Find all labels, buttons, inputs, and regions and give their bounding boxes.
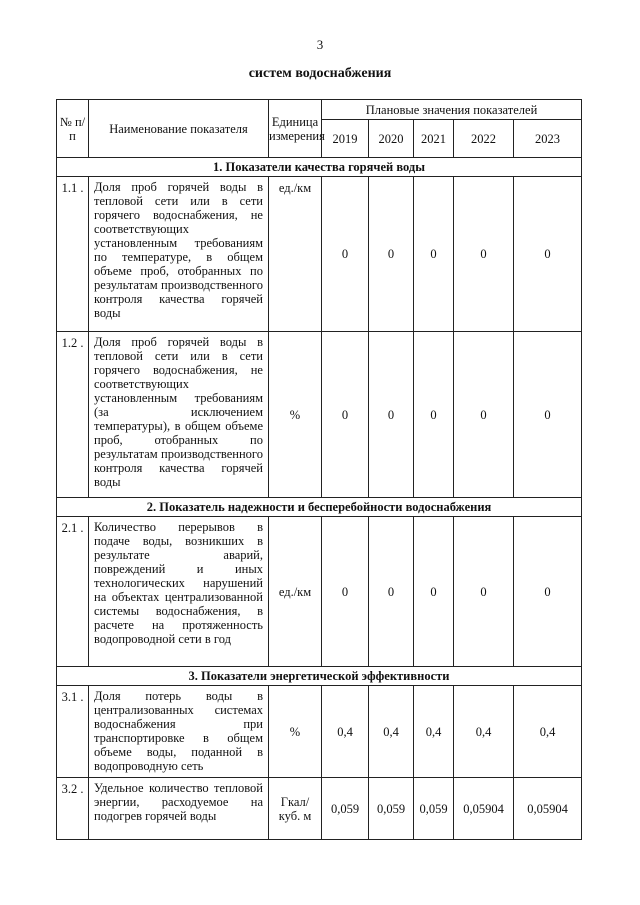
indicator-unit: ед./км xyxy=(269,177,322,332)
indicator-unit: ед./км xyxy=(269,517,322,667)
value-cell: 0 xyxy=(369,177,414,332)
value-cell: 0,05904 xyxy=(454,778,514,840)
value-cell: 0,059 xyxy=(322,778,369,840)
header-year: 2021 xyxy=(414,120,454,158)
indicator-name: Удельное количество тепловой энергии, расходуемое на подогрев горячей воды xyxy=(89,778,269,840)
value-cell: 0,4 xyxy=(322,686,369,778)
value-cell: 0 xyxy=(414,332,454,498)
indicator-unit: % xyxy=(269,686,322,778)
table-row xyxy=(57,332,582,498)
value-cell: 0 xyxy=(514,332,582,498)
page-number: 3 xyxy=(316,37,324,52)
value-cell: 0 xyxy=(322,332,369,498)
header-year: 2023 xyxy=(514,120,582,158)
value-cell: 0 xyxy=(454,177,514,332)
header-name: Наименование показателя xyxy=(89,100,269,158)
value-cell: 0 xyxy=(414,177,454,332)
indicator-name: Доля проб горячей воды в тепловой сети или в сети горячего водоснабжения, не соответствующих установленным требованиям (за исключением температуры), в общем объеме проб, отобранных по результатам производственного контроля качества горячей воды xyxy=(89,332,269,498)
value-cell: 0 xyxy=(369,517,414,667)
header-num: № п/п xyxy=(57,100,89,158)
indicator-unit: Гкал/ куб. м xyxy=(269,778,322,840)
value-cell: 0 xyxy=(369,332,414,498)
indicators-table xyxy=(56,99,582,840)
value-cell: 0 xyxy=(414,517,454,667)
header-planned: Плановые значения показателей xyxy=(322,100,582,120)
section-title: 3. Показатели энергетической эффективности xyxy=(57,667,582,686)
value-cell: 0,4 xyxy=(514,686,582,778)
row-number: 1.1 . xyxy=(57,177,89,332)
section-title: 1. Показатели качества горячей воды xyxy=(57,158,582,177)
header-year: 2020 xyxy=(369,120,414,158)
value-cell: 0 xyxy=(454,517,514,667)
value-cell: 0 xyxy=(454,332,514,498)
row-number: 3.2 . xyxy=(57,778,89,840)
indicator-name: Количество перерывов в подаче воды, возникших в результате аварий, повреждений и иных технологических нарушений на объектах централизованной системы водоснабжения, в расчете на протяженность водопроводной сети в год xyxy=(89,517,269,667)
table-row xyxy=(57,778,582,840)
value-cell: 0,05904 xyxy=(514,778,582,840)
value-cell: 0,4 xyxy=(454,686,514,778)
value-cell: 0 xyxy=(322,517,369,667)
value-cell: 0,4 xyxy=(369,686,414,778)
indicator-unit: % xyxy=(269,332,322,498)
value-cell: 0,059 xyxy=(369,778,414,840)
header-unit: Единица измерения xyxy=(269,100,322,158)
value-cell: 0 xyxy=(514,517,582,667)
table-row xyxy=(57,517,582,667)
value-cell: 0,4 xyxy=(414,686,454,778)
table-row xyxy=(57,686,582,778)
row-number: 2.1 . xyxy=(57,517,89,667)
row-number: 3.1 . xyxy=(57,686,89,778)
indicator-name: Доля проб горячей воды в тепловой сети или в сети горячего водоснабжения, не соответствующих установленным требованиям по температуре, в общем объеме проб, отобранных по результатам производственного контроля качества горячей воды xyxy=(89,177,269,332)
table-row xyxy=(57,177,582,332)
header-year: 2019 xyxy=(322,120,369,158)
row-number: 1.2 . xyxy=(57,332,89,498)
value-cell: 0 xyxy=(322,177,369,332)
indicator-name: Доля потерь воды в централизованных системах водоснабжения при транспортировке в общем объеме воды, поданной в водопроводную сеть xyxy=(89,686,269,778)
document-heading: систем водоснабжения xyxy=(248,66,392,81)
value-cell: 0 xyxy=(514,177,582,332)
value-cell: 0,059 xyxy=(414,778,454,840)
header-year: 2022 xyxy=(454,120,514,158)
section-title: 2. Показатель надежности и бесперебойности водоснабжения xyxy=(57,498,582,517)
